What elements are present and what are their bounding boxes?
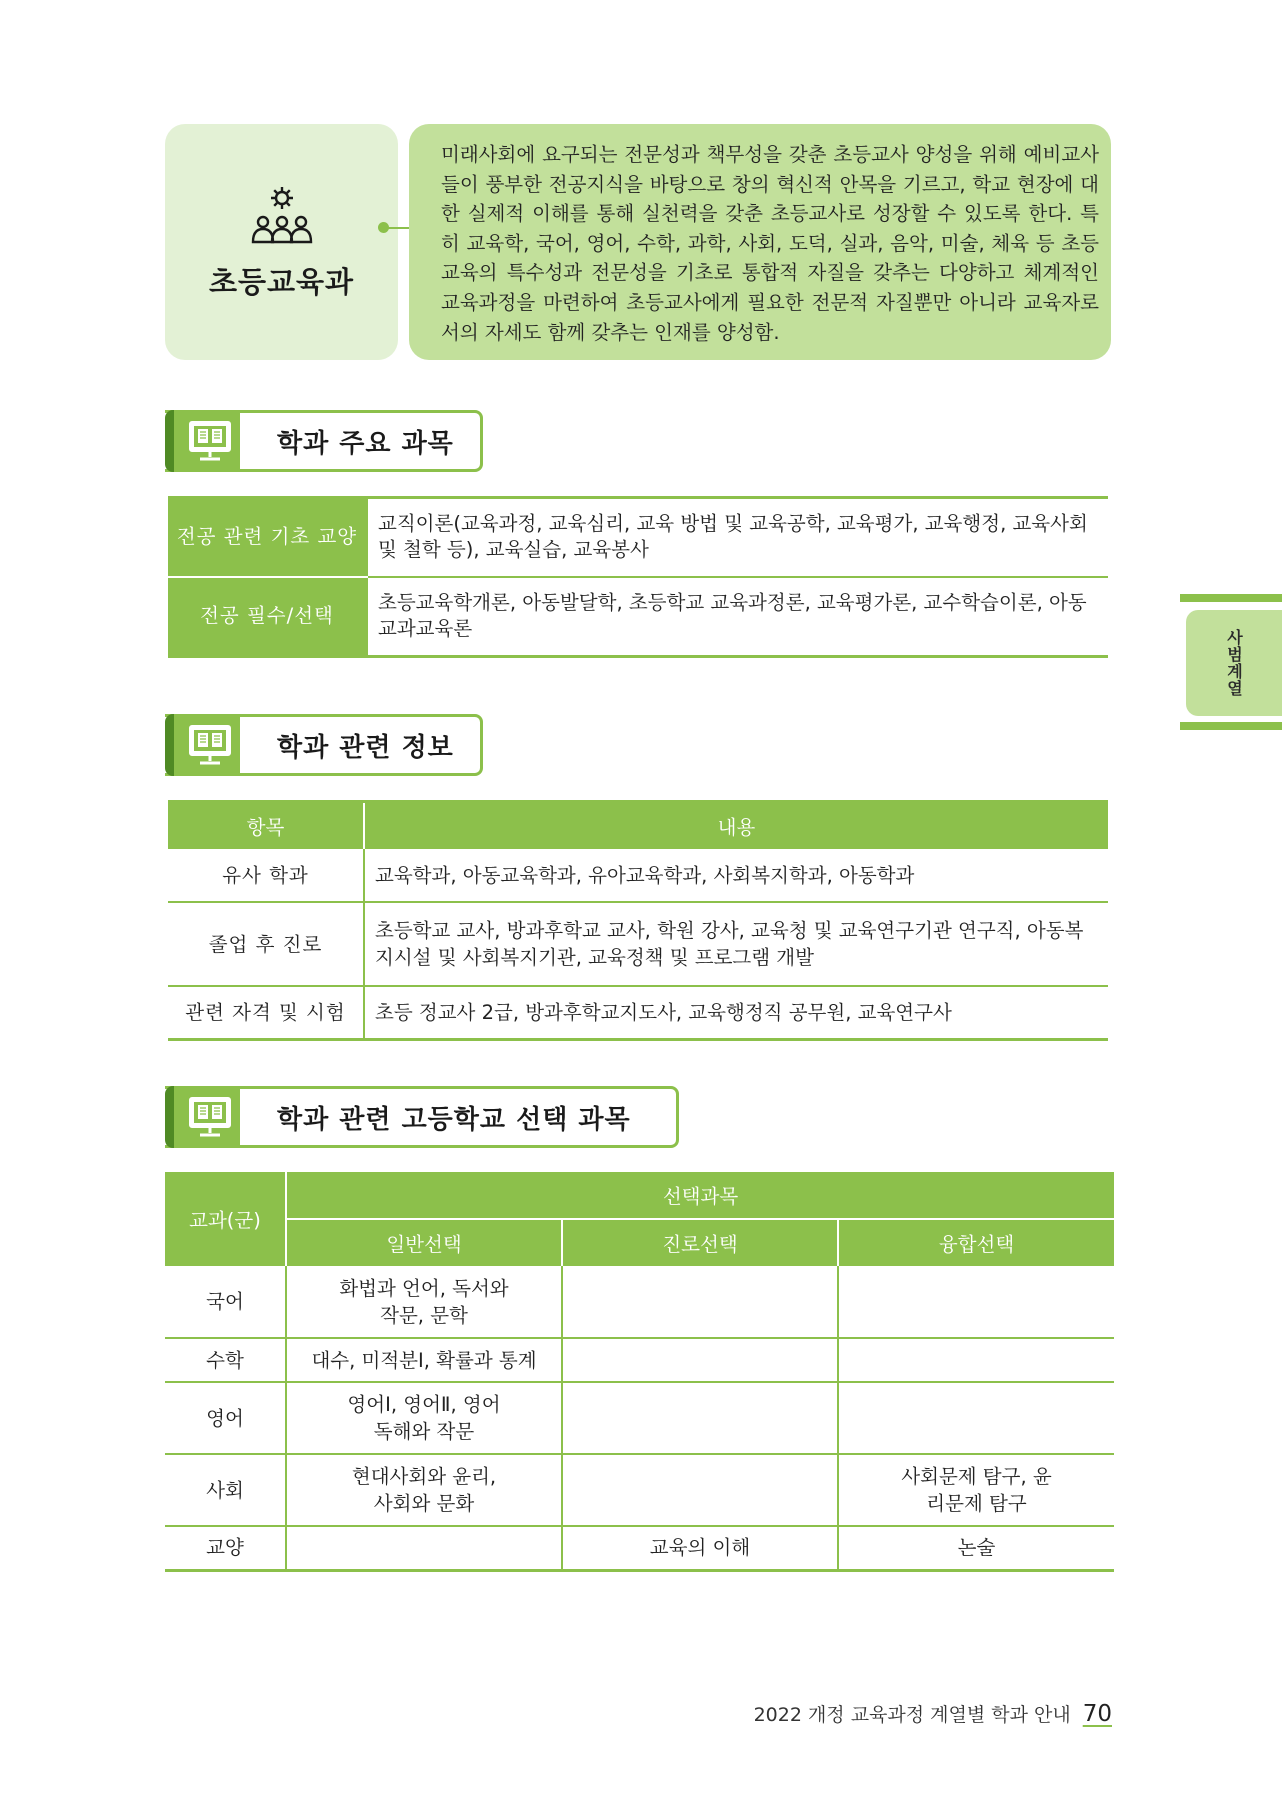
fusion-cell: 사회문제 탐구, 윤리문제 탐구 — [838, 1454, 1114, 1526]
fusion-cell — [838, 1266, 1114, 1338]
table-row — [165, 1382, 1114, 1454]
high-school-courses-table — [165, 1172, 1114, 1572]
table-row — [168, 498, 1108, 577]
table-row — [165, 1266, 1114, 1338]
header-item: 항목 — [168, 802, 364, 850]
monitor-book-icon — [187, 419, 233, 465]
career-cell — [562, 1338, 838, 1382]
department-name: 초등교육과 — [208, 264, 355, 299]
row-value: 초등 정교사 2급, 방과후학교지도사, 교육행정직 공무원, 교육연구사 — [364, 986, 1108, 1039]
career-cell — [562, 1266, 838, 1338]
general-cell: 영어Ⅰ, 영어Ⅱ, 영어 독해와 작문 — [286, 1382, 562, 1454]
people-gear-icon — [247, 184, 317, 250]
section-header-high-school-courses — [165, 1086, 679, 1148]
fusion-cell — [838, 1382, 1114, 1454]
subject-cell: 교양 — [165, 1526, 286, 1570]
career-cell — [562, 1382, 838, 1454]
side-tab[interactable] — [1186, 610, 1282, 716]
general-cell: 화법과 언어, 독서와 작문, 문학 — [286, 1266, 562, 1338]
table-header-row — [165, 1172, 1114, 1219]
main-subjects-table — [168, 496, 1108, 658]
section-title: 학과 주요 과목 — [277, 428, 454, 459]
row-label: 전공 필수/선택 — [168, 577, 367, 657]
side-tab-top-bar — [1180, 594, 1282, 602]
header-career: 진로선택 — [562, 1219, 838, 1266]
side-tab-bottom-bar — [1180, 722, 1282, 730]
department-description: 미래사회에 요구되는 전문성과 책무성을 갖춘 초등교사 양성을 위해 예비교사들이 풍부한 전공지식을 바탕으로 창의 혁신적 안목을 기르고, 학교 현장에 대한 실제적 이해를 통해 실천력을 갖춘 초등교사로 성장할 수 있도록 한다. 특히 교육학, 국어, 영어, 수학, 과학, 사회, 도덕, 실과, 음악, 미술, 체육 등 초등교육의 특수성과 전문성을 기초로 통합적 자질을 갖추는 다양하고 체계적인 교육과정을 마련하여 초등교사에게 필요한 전문적 자질뿐만 아니라 교육자로서의 자세도 함께 갖추는 인재를 양성함. — [409, 124, 1111, 360]
general-cell: 현대사회와 윤리, 사회와 문화 — [286, 1454, 562, 1526]
row-value: 교육학과, 아동교육학과, 유아교육학과, 사회복지학과, 아동학과 — [364, 849, 1108, 902]
footer-text: 2022 개정 교육과정 계열별 학과 안내 — [753, 1704, 1071, 1726]
header-content: 내용 — [364, 802, 1108, 850]
header-group: 선택과목 — [286, 1172, 1114, 1219]
table-row — [165, 1338, 1114, 1382]
table-row — [168, 577, 1108, 657]
page-footer — [754, 1700, 1112, 1727]
general-cell — [286, 1526, 562, 1570]
table-row — [168, 902, 1108, 986]
general-cell: 대수, 미적분Ⅰ, 확률과 통계 — [286, 1338, 562, 1382]
table-header-row — [168, 802, 1108, 850]
fusion-cell: 논술 — [838, 1526, 1114, 1570]
side-tab-label: 사범계열 — [1224, 629, 1244, 697]
row-value: 초등교육학개론, 아동발달학, 초등학교 교육과정론, 교육평가론, 교수학습이론, 아동교과교육론 — [367, 577, 1108, 657]
header-fusion: 융합선택 — [838, 1219, 1114, 1266]
section-header-main-subjects — [165, 410, 483, 472]
row-value: 교직이론(교육과정, 교육심리, 교육 방법 및 교육공학, 교육평가, 교육행정, 교육사회 및 철학 등), 교육실습, 교육봉사 — [367, 498, 1108, 577]
section-title: 학과 관련 고등학교 선택 과목 — [277, 1104, 631, 1135]
section-header-related-info — [165, 714, 483, 776]
table-row — [168, 849, 1108, 902]
header-subject: 교과(군) — [165, 1172, 286, 1266]
subject-cell: 수학 — [165, 1338, 286, 1382]
fusion-cell — [838, 1338, 1114, 1382]
related-info-table — [168, 800, 1108, 1041]
subject-cell: 영어 — [165, 1382, 286, 1454]
page-number: 70 — [1082, 1701, 1112, 1727]
career-cell — [562, 1454, 838, 1526]
connector-dot-left — [378, 222, 389, 233]
row-label: 전공 관련 기초 교양 — [168, 498, 367, 577]
table-row — [168, 986, 1108, 1039]
table-header-row — [165, 1219, 1114, 1266]
row-label: 유사 학과 — [168, 849, 364, 902]
row-label: 관련 자격 및 시험 — [168, 986, 364, 1039]
header-general: 일반선택 — [286, 1219, 562, 1266]
row-label: 졸업 후 진로 — [168, 902, 364, 986]
monitor-book-icon — [187, 1095, 233, 1141]
career-cell: 교육의 이해 — [562, 1526, 838, 1570]
table-row — [165, 1526, 1114, 1570]
table-row — [165, 1454, 1114, 1526]
subject-cell: 사회 — [165, 1454, 286, 1526]
subject-cell: 국어 — [165, 1266, 286, 1338]
section-title: 학과 관련 정보 — [277, 732, 454, 763]
department-card — [165, 124, 398, 360]
row-value: 초등학교 교사, 방과후학교 교사, 학원 강사, 교육청 및 교육연구기관 연구직, 아동복지시설 및 사회복지기관, 교육정책 및 프로그램 개발 — [364, 902, 1108, 986]
monitor-book-icon — [187, 723, 233, 769]
